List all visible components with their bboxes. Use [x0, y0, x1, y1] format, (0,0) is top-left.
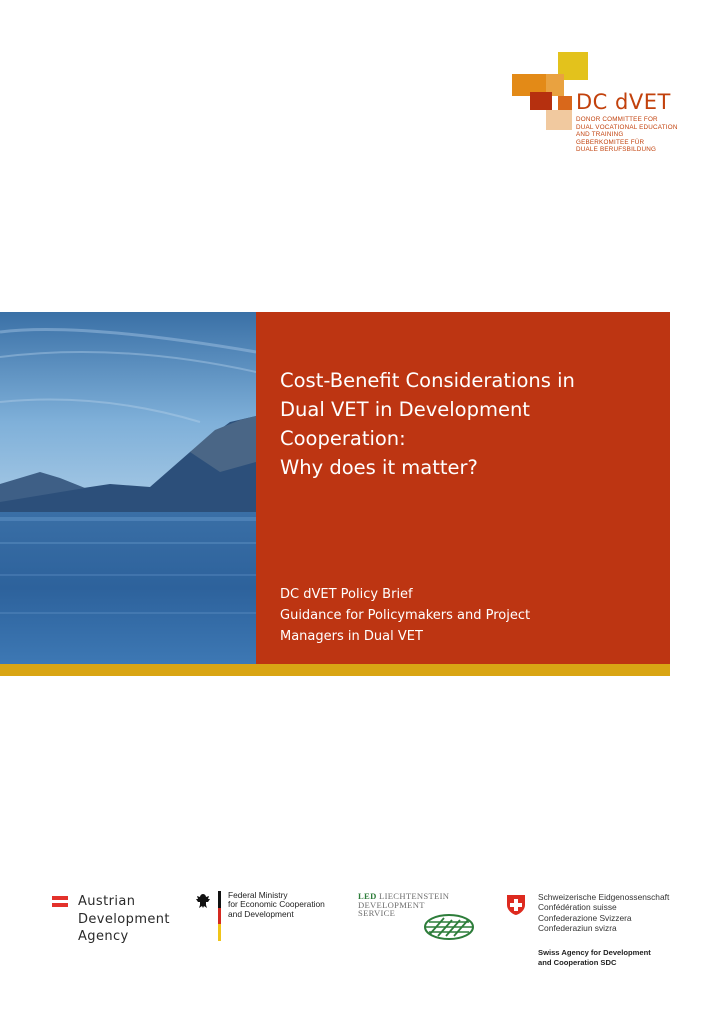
sdc-name-line: Confédération suisse [538, 902, 617, 913]
sdc-name-line: Confederazione Svizzera [538, 912, 632, 923]
document-subtitle [280, 584, 650, 647]
lake-mountain-photo [0, 312, 256, 664]
sdc-agency-line: and Cooperation SDC [538, 958, 617, 968]
sdc-name-line: Schweizerische Eidgenossenschaft [538, 892, 670, 902]
logo-subtitle-line: DUALE BERUFSBILDUNG [576, 146, 657, 154]
ada-name-line: Austrian [78, 894, 136, 909]
document-subtitle-line: Managers in Dual VET [280, 629, 423, 644]
ada-name-line: Development [78, 911, 170, 927]
lake-mountain-illustration [0, 312, 256, 664]
document-title-line: Cooperation: [280, 427, 406, 450]
logo-title: DC dVET [576, 90, 671, 114]
ada-name [78, 893, 170, 946]
document-title [280, 366, 650, 482]
document-title-line: Dual VET in Development [280, 398, 530, 421]
bmz-name [228, 891, 325, 919]
sdc-agency-line: Swiss Agency for Development [538, 948, 651, 957]
led-name-line: DEVELOPMENT [358, 899, 425, 910]
austria-flag-icon [52, 896, 68, 907]
document-title-line: Cost-Benefit Considerations in [280, 369, 575, 392]
bmz-partner-logo [196, 891, 346, 947]
sdc-confederation-names [538, 892, 669, 934]
ada-partner-logo [52, 893, 192, 953]
logo-square-peach [546, 110, 572, 130]
logo-subtitle-line: DUAL VOCATIONAL EDUCATION [576, 123, 678, 131]
logo-square-amber [558, 96, 572, 110]
document-title-line: Why does it matter? [280, 456, 478, 479]
bmz-name-line: for Economic Cooperation [228, 899, 325, 910]
document-subtitle-line: Guidance for Policymakers and Project [280, 608, 531, 623]
logo-subtitle-line: AND TRAINING [576, 131, 624, 139]
led-abbreviation: LED [358, 891, 377, 901]
bmz-name-line: Federal Ministry [228, 890, 288, 900]
ada-name-line: Agency [78, 929, 129, 944]
dc-dvet-logo [512, 52, 692, 168]
sdc-partner-logo [506, 892, 696, 972]
hero-accent-bar [0, 664, 670, 676]
logo-subtitle-line: DONOR COMMITTEE FOR [576, 116, 658, 123]
federal-eagle-icon [196, 893, 210, 909]
logo-subtitle [576, 116, 696, 154]
bmz-name-line: and Development [228, 908, 294, 919]
led-name-word: LIECHTENSTEIN [379, 891, 450, 901]
sdc-name-line: Confederaziun svizra [538, 923, 617, 934]
led-globe-icon [422, 912, 476, 942]
logo-square-red [530, 92, 552, 110]
document-subtitle-line: DC dVET Policy Brief [280, 587, 413, 602]
sdc-agency-name [538, 948, 651, 969]
led-partner-logo [358, 892, 488, 947]
germany-flag-stripe [218, 891, 221, 941]
logo-subtitle-line: GEBERKOMITEE FÜR [576, 138, 645, 146]
swiss-shield-icon [506, 894, 526, 916]
led-name-line: SERVICE [358, 908, 396, 919]
